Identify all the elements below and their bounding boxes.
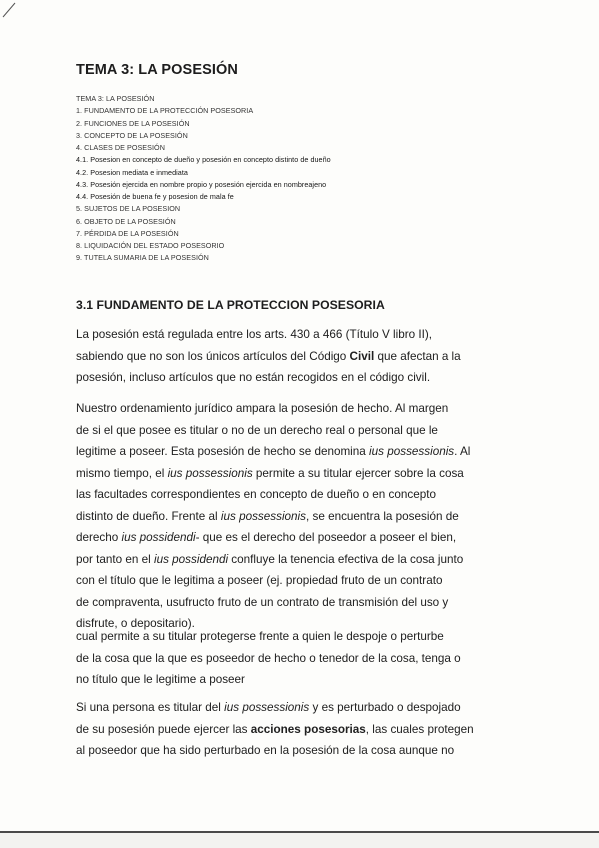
text-line: cual permite a su titular protegerse frente a quien le despoje o perturbe xyxy=(76,630,444,643)
text-line: de su posesión puede ejercer las acciones posesorias, las cuales protegen xyxy=(76,722,474,736)
toc-item: 1. FUNDAMENTO DE LA PROTECCIÓN POSESORIA xyxy=(76,106,254,116)
toc-item: 3. CONCEPTO DE LA POSESIÓN xyxy=(76,130,188,140)
toc-item: 9. TUTELA SUMARIA DE LA POSESIÓN xyxy=(76,253,209,263)
page-title: TEMA 3: LA POSESIÓN xyxy=(76,62,238,78)
toc-item: 4.3. Posesión ejercida en nombre propio y posesión ejercida en nombreajeno xyxy=(76,179,327,189)
text-line: derecho ius possidendi- que es el derecho del poseedor a poseer el bien, xyxy=(76,531,457,544)
toc-item: 5. SUJETOS DE LA POSESION xyxy=(76,204,181,214)
text-line: La posesión está regulada entre los arts. 430 a 466 (Título V libro II), xyxy=(76,328,433,341)
paragraph-2 xyxy=(76,398,516,635)
paragraph-3 xyxy=(76,626,516,691)
text-line: disfrute, o depositario). xyxy=(76,617,195,630)
paragraph-4 xyxy=(76,697,516,762)
toc-item: 4.4. Posesión de buena fe y posesion de mala fe xyxy=(76,192,234,201)
text-line: por tanto en el ius possidendi confluye la tenencia efectiva de la cosa junto xyxy=(76,552,464,566)
text-line: no título que le legitime a poseer xyxy=(76,673,245,686)
section-heading: 3.1 FUNDAMENTO DE LA PROTECCION POSESORIA xyxy=(76,298,385,312)
toc-item: 4.1. Posesion en concepto de dueño y posesión en concepto distinto de dueño xyxy=(76,155,331,165)
text-line: con el título que le legitima a poseer (ej. propiedad fruto de un contrato xyxy=(76,574,443,587)
text-line: de si el que posee es titular o no de un derecho real o personal que le xyxy=(76,423,438,437)
text-line: de compraventa, usufructo fruto de un contrato de transmisión del uso y xyxy=(76,595,449,609)
text-line: al poseedor que ha sido perturbado en la posesión de la cosa aunque no xyxy=(76,744,455,757)
scan-corner-mark xyxy=(0,0,20,20)
toc-item: 8. LIQUIDACIÓN DEL ESTADO POSESORIO xyxy=(76,241,225,250)
table-of-contents xyxy=(76,93,436,265)
text-line: Nuestro ordenamiento jurídico ampara la posesión de hecho. Al margen xyxy=(76,402,449,415)
text-line: posesión, incluso artículos que no están recogidos en el código civil. xyxy=(76,371,431,384)
text-line: las facultades correspondientes en concepto de dueño o en concepto xyxy=(76,488,436,501)
text-line: sabiendo que no son los únicos artículos del Código Civil que afectan a la xyxy=(76,349,461,363)
text-line: legitime a poseer. Esta posesión de hecho se denomina ius possessionis. Al xyxy=(76,445,471,458)
text-line: distinto de dueño. Frente al ius possessionis, se encuentra la posesión de xyxy=(76,509,459,523)
toc-item: 6. OBJETO DE LA POSESIÓN xyxy=(76,216,176,226)
text-line: mismo tiempo, el ius possessionis permite a su titular ejercer sobre la cosa xyxy=(76,466,464,480)
text-line: de la cosa que la que es poseedor de hecho o tenedor de la cosa, tenga o xyxy=(76,651,461,665)
paragraph-1 xyxy=(76,324,516,389)
toc-item: 4.2. Posesion mediata e inmediata xyxy=(76,167,188,177)
toc-item: TEMA 3: LA POSESIÓN xyxy=(76,94,155,103)
toc-item: 7. PÉRDIDA DE LA POSESIÓN xyxy=(76,228,179,238)
toc-item: 4. CLASES DE POSESIÓN xyxy=(76,143,165,152)
text-line: Si una persona es titular del ius possessionis y es perturbado o despojado xyxy=(76,701,461,714)
scan-bottom-margin xyxy=(0,833,599,848)
toc-item: 2. FUNCIONES DE LA POSESIÓN xyxy=(76,118,190,128)
